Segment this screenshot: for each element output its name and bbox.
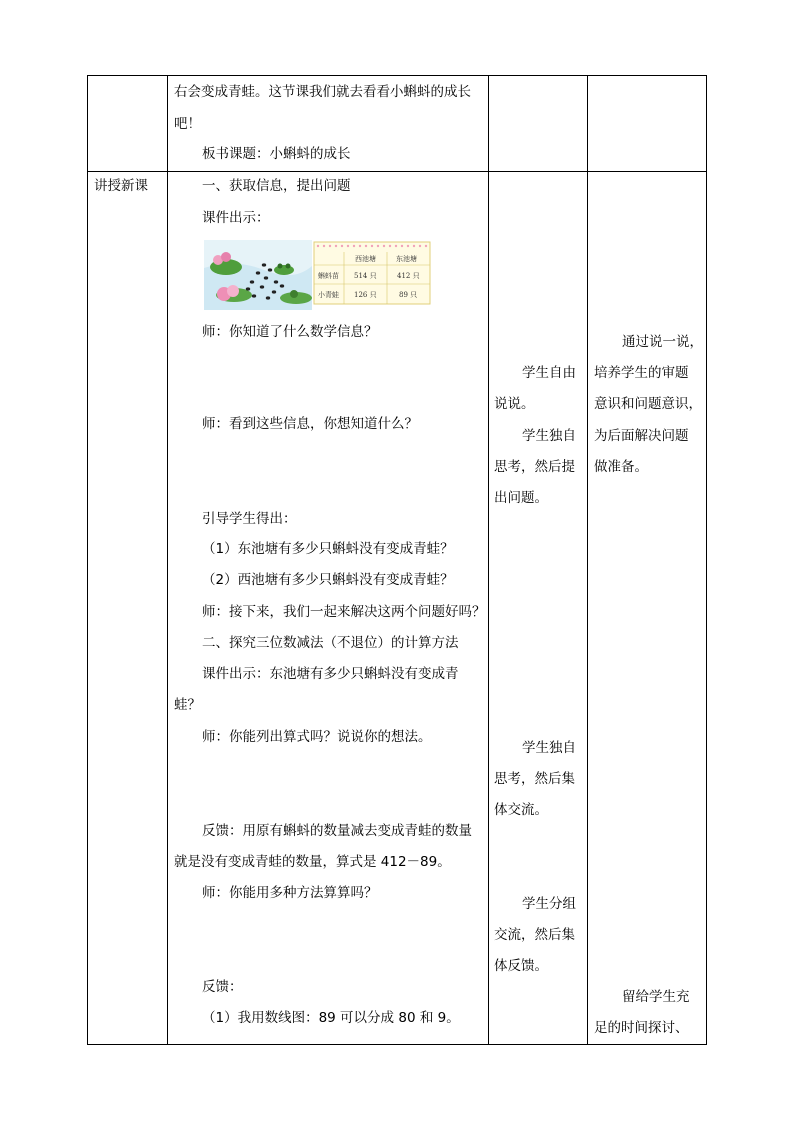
table-border-top xyxy=(87,75,707,76)
student-line: 思考，然后集 xyxy=(494,771,575,787)
frog-icon xyxy=(290,290,298,298)
process-line: 二、探究三位数减法（不退位）的计算方法 xyxy=(202,635,459,651)
student-line: 交流，然后集 xyxy=(494,927,575,943)
student-line: 思考，然后提 xyxy=(494,459,575,475)
process-line: 右会变成青蛙。这节课我们就去看看小蝌蚪的成长 xyxy=(174,84,471,100)
student-line: 说说。 xyxy=(494,396,535,412)
intent-line: 意识和问题意识， xyxy=(594,396,702,412)
table-border-right xyxy=(706,75,707,1045)
process-line: 蛙？ xyxy=(174,697,201,713)
student-line: 学生分组 xyxy=(522,896,576,912)
table-cell: 412 只 xyxy=(397,272,420,280)
pond-illustration xyxy=(204,240,432,310)
stage-label: 讲授新课 xyxy=(94,178,148,194)
table-cell: 89 只 xyxy=(399,291,418,299)
process-line: 课件出示：东池塘有多少只蝌蚪没有变成青 xyxy=(202,666,459,682)
student-line: 体反馈。 xyxy=(494,958,548,974)
process-line: 板书课题：小蝌蚪的成长 xyxy=(202,146,351,162)
process-line: 师：你能列出算式吗？说说你的想法。 xyxy=(202,729,432,745)
intent-line: 做准备。 xyxy=(594,459,648,475)
process-line: 师：你能用多种方法算算吗？ xyxy=(202,885,378,901)
intent-line: 足的时间探讨、 xyxy=(594,1020,689,1036)
courseware-figure xyxy=(204,240,432,310)
student-line: 学生独自 xyxy=(522,428,576,444)
table-row-divider xyxy=(87,171,707,172)
process-line: 课件出示： xyxy=(202,210,270,226)
student-line: 出问题。 xyxy=(494,490,548,506)
process-line: 师：你知道了什么数学信息？ xyxy=(202,324,378,340)
table-row-label: 蝌蚪苗 xyxy=(318,272,339,280)
table-header-east: 东池塘 xyxy=(396,255,417,263)
process-line: 就是没有变成青蛙的数量，算式是 412－89。 xyxy=(174,854,451,870)
table-cell: 514 只 xyxy=(354,272,377,280)
table-border-bottom xyxy=(87,1044,707,1045)
process-line: 师：看到这些信息，你想知道什么？ xyxy=(202,416,418,432)
intent-line: 为后面解决问题 xyxy=(594,428,689,444)
intent-line: 培养学生的审题 xyxy=(594,365,689,381)
student-line: 体交流。 xyxy=(494,802,548,818)
process-line: 师：接下来，我们一起来解决这两个问题好吗？ xyxy=(202,604,486,620)
process-line: 反馈：用原有蝌蚪的数量减去变成青蛙的数量 xyxy=(202,823,472,839)
table-border-left xyxy=(87,75,88,1045)
process-line: 一、获取信息，提出问题 xyxy=(202,178,351,194)
student-line: 学生独自 xyxy=(522,740,576,756)
student-line: 学生自由 xyxy=(522,365,576,381)
intent-line: 留给学生充 xyxy=(622,989,690,1005)
table-cell: 126 只 xyxy=(354,291,377,299)
process-line: 吧！ xyxy=(174,116,201,132)
process-line: （1）东池塘有多少只蝌蚪没有变成青蛙？ xyxy=(202,541,454,557)
process-line: （2）西池塘有多少只蝌蚪没有变成青蛙？ xyxy=(202,572,454,588)
table-header-west: 西池塘 xyxy=(355,255,376,263)
table-row-label: 小青蛙 xyxy=(318,291,339,299)
table-divider-2 xyxy=(488,75,489,1045)
frog-icon xyxy=(274,265,294,275)
process-line: 引导学生得出： xyxy=(202,511,297,527)
table-divider-3 xyxy=(587,75,588,1045)
intent-line: 通过说一说， xyxy=(622,334,703,350)
process-line: 反馈： xyxy=(202,979,243,995)
table-divider-1 xyxy=(167,75,168,1045)
process-line: （1）我用数线图：89 可以分成 80 和 9。 xyxy=(202,1010,460,1026)
